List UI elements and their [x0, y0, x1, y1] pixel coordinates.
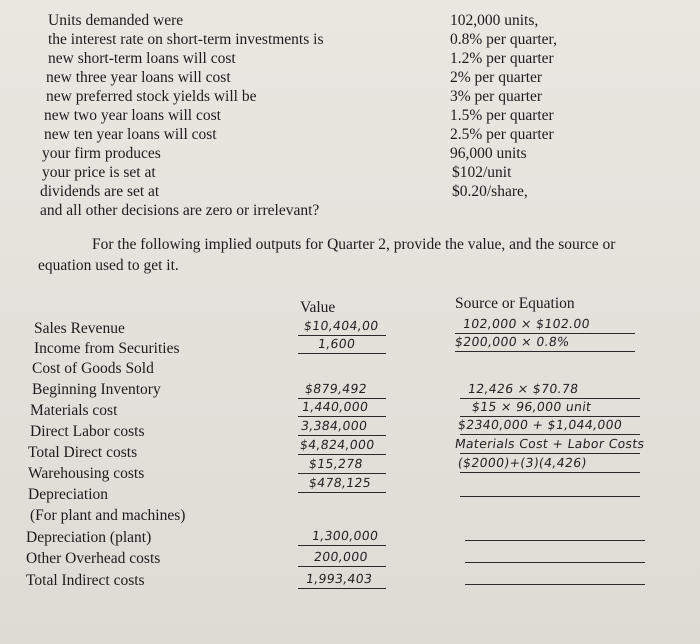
- intro-left-line-9: your price is set at: [42, 164, 156, 181]
- value-warehousing: $15,278: [307, 456, 364, 471]
- value-underline: [298, 398, 386, 399]
- value-underline: [298, 545, 386, 546]
- intro-left-line-11: and all other decisions are zero or irrelevant?: [40, 202, 320, 219]
- intro-right-line-5: 3% per quarter: [450, 88, 543, 105]
- source-materials-cost: $15 × 96,000 unit: [470, 399, 593, 414]
- intro-left-line-10: dividends are set at: [40, 183, 160, 200]
- value-total-direct: $4,824,000: [298, 437, 376, 452]
- source-underline: [460, 434, 640, 435]
- intro-left-line-8: your firm produces: [42, 145, 161, 162]
- source-underline: [460, 453, 640, 454]
- row-label-warehousing: Warehousing costs: [28, 465, 145, 482]
- source-total-direct: Materials Cost + Labor Costs: [453, 436, 646, 451]
- value-income-securities: 1,600: [316, 336, 357, 351]
- row-label-plant-machines: (For plant and machines): [30, 507, 186, 524]
- intro-left-line-7: new ten year loans will cost: [44, 126, 217, 143]
- source-beginning-inventory: 12,426 × $70.78: [466, 381, 580, 396]
- source-warehousing: ($2000)+(3)(4,426): [456, 455, 588, 470]
- intro-left-line-6: new two year loans will cost: [44, 107, 221, 124]
- row-label-direct-labor: Direct Labor costs: [30, 423, 145, 440]
- value-underline: [298, 353, 386, 354]
- value-materials-cost: 1,440,000: [300, 399, 370, 414]
- source-sales-revenue: 102,000 × $102.00: [461, 316, 591, 331]
- intro-right-line-10: $0.20/share,: [452, 183, 528, 200]
- question-line-2: equation used to get it.: [38, 257, 179, 274]
- intro-left-line-2: the interest rate on short-term investments is: [48, 31, 324, 48]
- intro-left-line-3: new short-term loans will cost: [48, 50, 236, 67]
- value-underline: [298, 416, 386, 417]
- source-underline: [460, 416, 640, 417]
- source-direct-labor: $2340,000 + $1,044,000: [456, 417, 624, 432]
- intro-right-line-7: 2.5% per quarter: [450, 126, 554, 143]
- row-label-other-overhead: Other Overhead costs: [26, 550, 161, 567]
- source-column-header: Source or Equation: [455, 295, 575, 312]
- intro-right-line-6: 1.5% per quarter: [450, 107, 554, 124]
- intro-right-line-4: 2% per quarter: [450, 69, 543, 86]
- source-underline: [460, 496, 640, 497]
- source-income-securities: $200,000 × 0.8%: [453, 334, 571, 349]
- row-label-depreciation: Depreciation: [28, 486, 109, 503]
- intro-left-line-1: Units demanded were: [48, 12, 184, 29]
- value-underline: [298, 473, 386, 474]
- value-total-indirect: 1,993,403: [304, 571, 374, 586]
- value-underline: [298, 335, 386, 336]
- value-sales-revenue: $10,404,00: [302, 318, 380, 333]
- value-other-overhead: 200,000: [312, 549, 369, 564]
- intro-left-line-5: new preferred stock yields will be: [46, 88, 257, 105]
- source-underline: [465, 540, 645, 541]
- value-underline: [298, 435, 386, 436]
- row-label-sales-revenue: Sales Revenue: [34, 320, 125, 337]
- question-line-1: For the following implied outputs for Quarter 2, provide the value, and the source or: [92, 236, 616, 253]
- intro-right-line-2: 0.8% per quarter,: [450, 31, 557, 48]
- intro-right-line-3: 1.2% per quarter: [450, 50, 554, 67]
- value-underline: [298, 492, 386, 493]
- value-column-header: Value: [300, 299, 336, 316]
- row-label-total-direct: Total Direct costs: [28, 444, 138, 461]
- value-beginning-inventory: $879,492: [303, 381, 369, 396]
- row-label-income-securities: Income from Securities: [34, 340, 180, 357]
- intro-right-line-8: 96,000 units: [450, 145, 527, 162]
- row-label-materials-cost: Materials cost: [30, 402, 118, 419]
- row-label-depreciation-plant: Depreciation (plant): [26, 529, 152, 546]
- value-depreciation-plant: 1,300,000: [310, 528, 380, 543]
- source-underline: [460, 472, 640, 473]
- value-underline: [298, 566, 386, 567]
- row-label-beginning-inventory: Beginning Inventory: [32, 381, 161, 398]
- intro-left-line-4: new three year loans will cost: [46, 69, 231, 86]
- intro-right-line-9: $102/unit: [452, 164, 512, 181]
- source-underline: [465, 584, 645, 585]
- value-underline: [298, 454, 386, 455]
- source-underline: [465, 562, 645, 563]
- source-underline: [460, 398, 640, 399]
- intro-right-line-1: 102,000 units,: [450, 12, 539, 29]
- value-underline: [298, 588, 386, 589]
- value-direct-labor: 3,384,000: [299, 418, 369, 433]
- row-label-cogs: Cost of Goods Sold: [32, 360, 154, 377]
- row-label-total-indirect: Total Indirect costs: [26, 572, 145, 589]
- value-depreciation: $478,125: [307, 475, 373, 490]
- source-underline: [455, 351, 635, 352]
- source-underline: [455, 333, 635, 334]
